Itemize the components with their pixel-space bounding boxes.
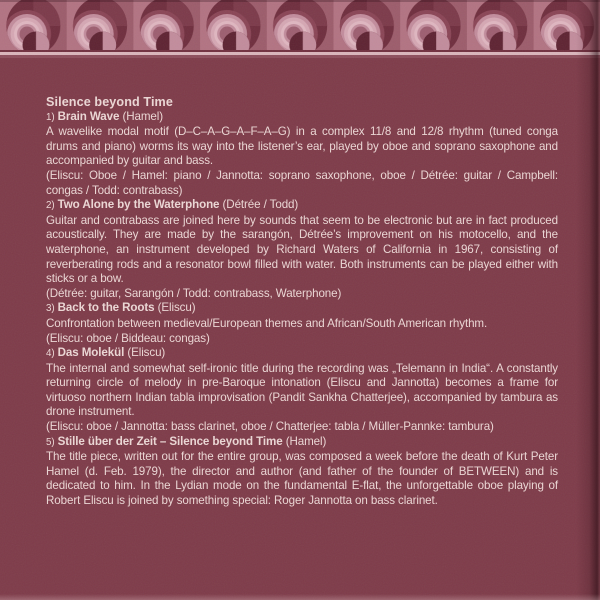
track-section-2 [46, 198, 558, 301]
track-section-5 [46, 435, 558, 509]
track-name: Two Alone by the Waterphone [57, 198, 220, 212]
track-title-line [46, 346, 558, 362]
track-title-line [46, 110, 558, 126]
track-name: Back to the Roots [57, 301, 155, 315]
track-title-line [46, 301, 558, 317]
track-number: 4) [46, 348, 55, 360]
track-section-1 [46, 110, 558, 199]
track-number: 3) [46, 303, 55, 315]
track-section-4 [46, 346, 558, 435]
page-title: Silence beyond Time [46, 95, 173, 109]
page-edge-bottom [0, 594, 600, 600]
track-number: 5) [46, 436, 55, 448]
track-title-line [46, 435, 558, 451]
page-edge-shadow [576, 0, 600, 600]
track-credits: (Eliscu: oboe / Jannotta: bass clarinet, oboe / Chatterjee: tabla / Müller-Pannke: tambura) [46, 420, 494, 434]
track-composer: (Hamel) [285, 434, 327, 448]
track-name: Stille über der Zeit – Silence beyond Time [57, 434, 283, 448]
liner-notes [46, 95, 558, 509]
track-credits: (Eliscu: oboe / Biddeau: congas) [46, 331, 210, 345]
track-name: Das Molekül [57, 346, 125, 360]
track-description: A wavelike modal motif (D–C–A–G–A–F–A–G) in a complex 11/8 and 12/8 rhythm (tuned conga drums and piano) worms its way into the listener’s ear, played by oboe and soprano saxophone and accompanied by guitar and bass. [46, 125, 558, 168]
track-description: The internal and somewhat self-ironic title during the recording was „Telemann in India“. A constantly returning circle of melody in pre-Baroque intonation (Eliscu and Jannotta) becomes a frame for virtuoso northern Indian tabla improvisation (Pandit Sankha Chatterjee), accompanied by tambura as drone instrument. [46, 361, 558, 419]
track-credits: (Eliscu: Oboe / Hamel: piano / Jannotta: soprano saxophone, oboe / Détrée: guitar / Campbell: congas / Todd: contrabass) [46, 168, 558, 197]
track-composer: (Détrée / Todd) [222, 198, 299, 212]
track-description: Confrontation between medieval/European themes and African/South American rhythm. [46, 316, 488, 330]
track-number: 1) [46, 111, 55, 123]
track-composer: (Eliscu) [157, 301, 196, 315]
track-composer: (Eliscu) [127, 346, 166, 360]
track-description: Guitar and contrabass are joined here by sounds that seem to be electronic but are in fact produced acoustically. They are made by the sarangón, Détrée’s improvement on his motocello, and the waterphone, an instrument developed by Richard Waters of California in 1967, consisting of reverberating rods and a resonator bowl filled with water. Both instruments can be played either with sticks or a bow. [46, 213, 558, 286]
track-composer: (Hamel) [122, 109, 164, 123]
track-section-3 [46, 301, 558, 346]
retro-oval-pattern-band [0, 0, 600, 58]
track-credits: (Détrée: guitar, Sarangón / Todd: contrabass, Waterphone) [46, 286, 342, 300]
track-name: Brain Wave [57, 109, 120, 123]
track-title-line [46, 198, 558, 214]
track-description: The title piece, written out for the entire group, was composed a week before the death of Kurt Peter Hamel (d. Feb. 1979), the director and author (and father of the founder of BETWEEN) and is dedicated to him. In the Lydian mode on the fundamental E-flat, the unforgettable oboe playing of Robert Eliscu is joined by something special: Roger Jannotta on bass clarinet. [46, 450, 558, 508]
track-number: 2) [46, 200, 55, 212]
